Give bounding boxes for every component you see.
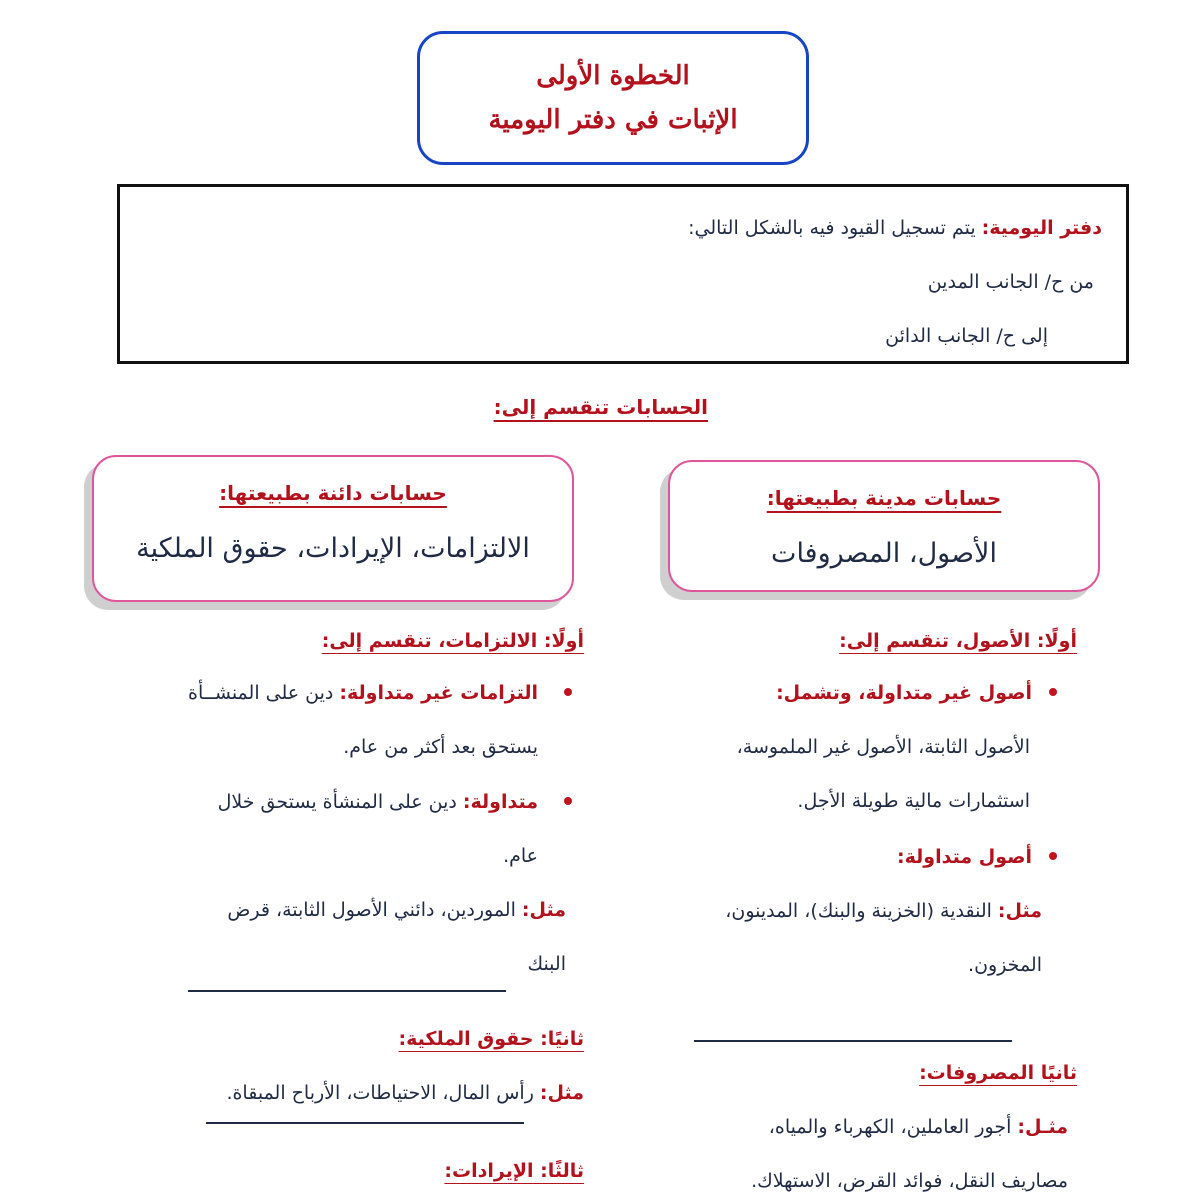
current-liabilities-line-2: عام. xyxy=(503,845,538,867)
assets-example-line-2: المخزون. xyxy=(968,954,1042,976)
expenses-example-label: مثـل: xyxy=(1017,1116,1068,1138)
equity-example-line xyxy=(226,1078,584,1108)
debit-line: من ح/ الجانب المدين xyxy=(927,271,1094,293)
expenses-example-line-2: مصاريف النقل، فوائد القرض، الاستهلاك. xyxy=(751,1170,1068,1192)
current-assets-label: أصول متداولة: xyxy=(897,846,1032,868)
equity-heading: ثانيًا: حقوق الملكية: xyxy=(398,1028,584,1050)
credit-box-body: الالتزامات، الإيرادات، حقوق الملكية xyxy=(136,533,530,564)
noncurrent-assets-label: أصول غير متداولة، وتشمل: xyxy=(776,682,1032,704)
noncurrent-assets-line-1: الأصول الثابتة، الأصول غير الملموسة، xyxy=(736,736,1030,758)
liabilities-heading: أولًا: الالتزامات، تنقسم إلى: xyxy=(321,630,584,652)
liabilities-example-line-2: البنك xyxy=(527,953,566,975)
current-liabilities-line xyxy=(218,787,538,817)
credit-line: إلى ح/ الجانب الدائن xyxy=(885,325,1048,347)
expenses-example-line-1 xyxy=(769,1112,1068,1142)
liabilities-example-label: مثل: xyxy=(521,899,566,921)
current-liabilities-text: دين على المنشأة يستحق خلال xyxy=(217,791,463,813)
title-box xyxy=(417,31,809,165)
divider xyxy=(188,990,506,992)
noncurrent-liabilities-line-2: يستحق بعد أكثر من عام. xyxy=(343,736,538,758)
assets-example-line-1 xyxy=(725,896,1042,926)
accounts-heading: الحسابات تنقسم إلى: xyxy=(493,395,708,419)
debit-accounts-box xyxy=(668,460,1100,592)
assets-heading: أولًا: الأصول، تنقسم إلى: xyxy=(839,630,1077,652)
noncurrent-liabilities-line xyxy=(188,678,538,708)
noncurrent-liabilities-label: التزامات غير متداولة: xyxy=(339,682,538,704)
expenses-heading: ثانيًا المصروفات: xyxy=(919,1062,1077,1084)
equity-example-text: رأس المال، الاحتياطات، الأرباح المبقاة. xyxy=(226,1082,540,1104)
divider xyxy=(206,1122,524,1124)
title-line-1: الخطوة الأولى xyxy=(536,61,690,91)
definition-term: دفتر اليومية: xyxy=(981,217,1102,239)
noncurrent-liabilities-text: دين على المنشــأة xyxy=(188,682,340,704)
current-liabilities-label: متداولة: xyxy=(462,791,538,813)
assets-example-text: النقدية (الخزينة والبنك)، المدينون، xyxy=(725,900,998,922)
bullet-icon xyxy=(564,797,572,805)
definition-line xyxy=(688,217,1102,239)
credit-box-heading: حسابات دائنة بطبيعتها: xyxy=(219,481,447,505)
liabilities-example-text: الموردين، دائني الأصول الثابتة، قرض xyxy=(227,899,522,921)
bullet-icon xyxy=(1049,852,1057,860)
divider xyxy=(694,1040,1012,1042)
debit-box-body: الأصول، المصروفات xyxy=(771,538,997,569)
journal-definition-box xyxy=(117,184,1129,364)
credit-accounts-box xyxy=(92,455,574,602)
bullet-icon xyxy=(1049,688,1057,696)
definition-text: يتم تسجيل القيود فيه بالشكل التالي: xyxy=(688,217,982,239)
revenues-heading: ثالثًا: الإيرادات: xyxy=(444,1160,584,1182)
assets-example-label: مثل: xyxy=(997,900,1042,922)
liabilities-example-line-1 xyxy=(227,895,566,925)
bullet-icon xyxy=(564,688,572,696)
title-line-2: الإثبات في دفتر اليومية xyxy=(488,105,738,135)
debit-box-heading: حسابات مدينة بطبيعتها: xyxy=(766,486,1002,510)
equity-example-label: مثل: xyxy=(539,1082,584,1104)
noncurrent-assets-line-2: استثمارات مالية طويلة الأجل. xyxy=(797,790,1030,812)
expenses-example-text: أجور العاملين، الكهرباء والمياه، xyxy=(768,1116,1018,1138)
